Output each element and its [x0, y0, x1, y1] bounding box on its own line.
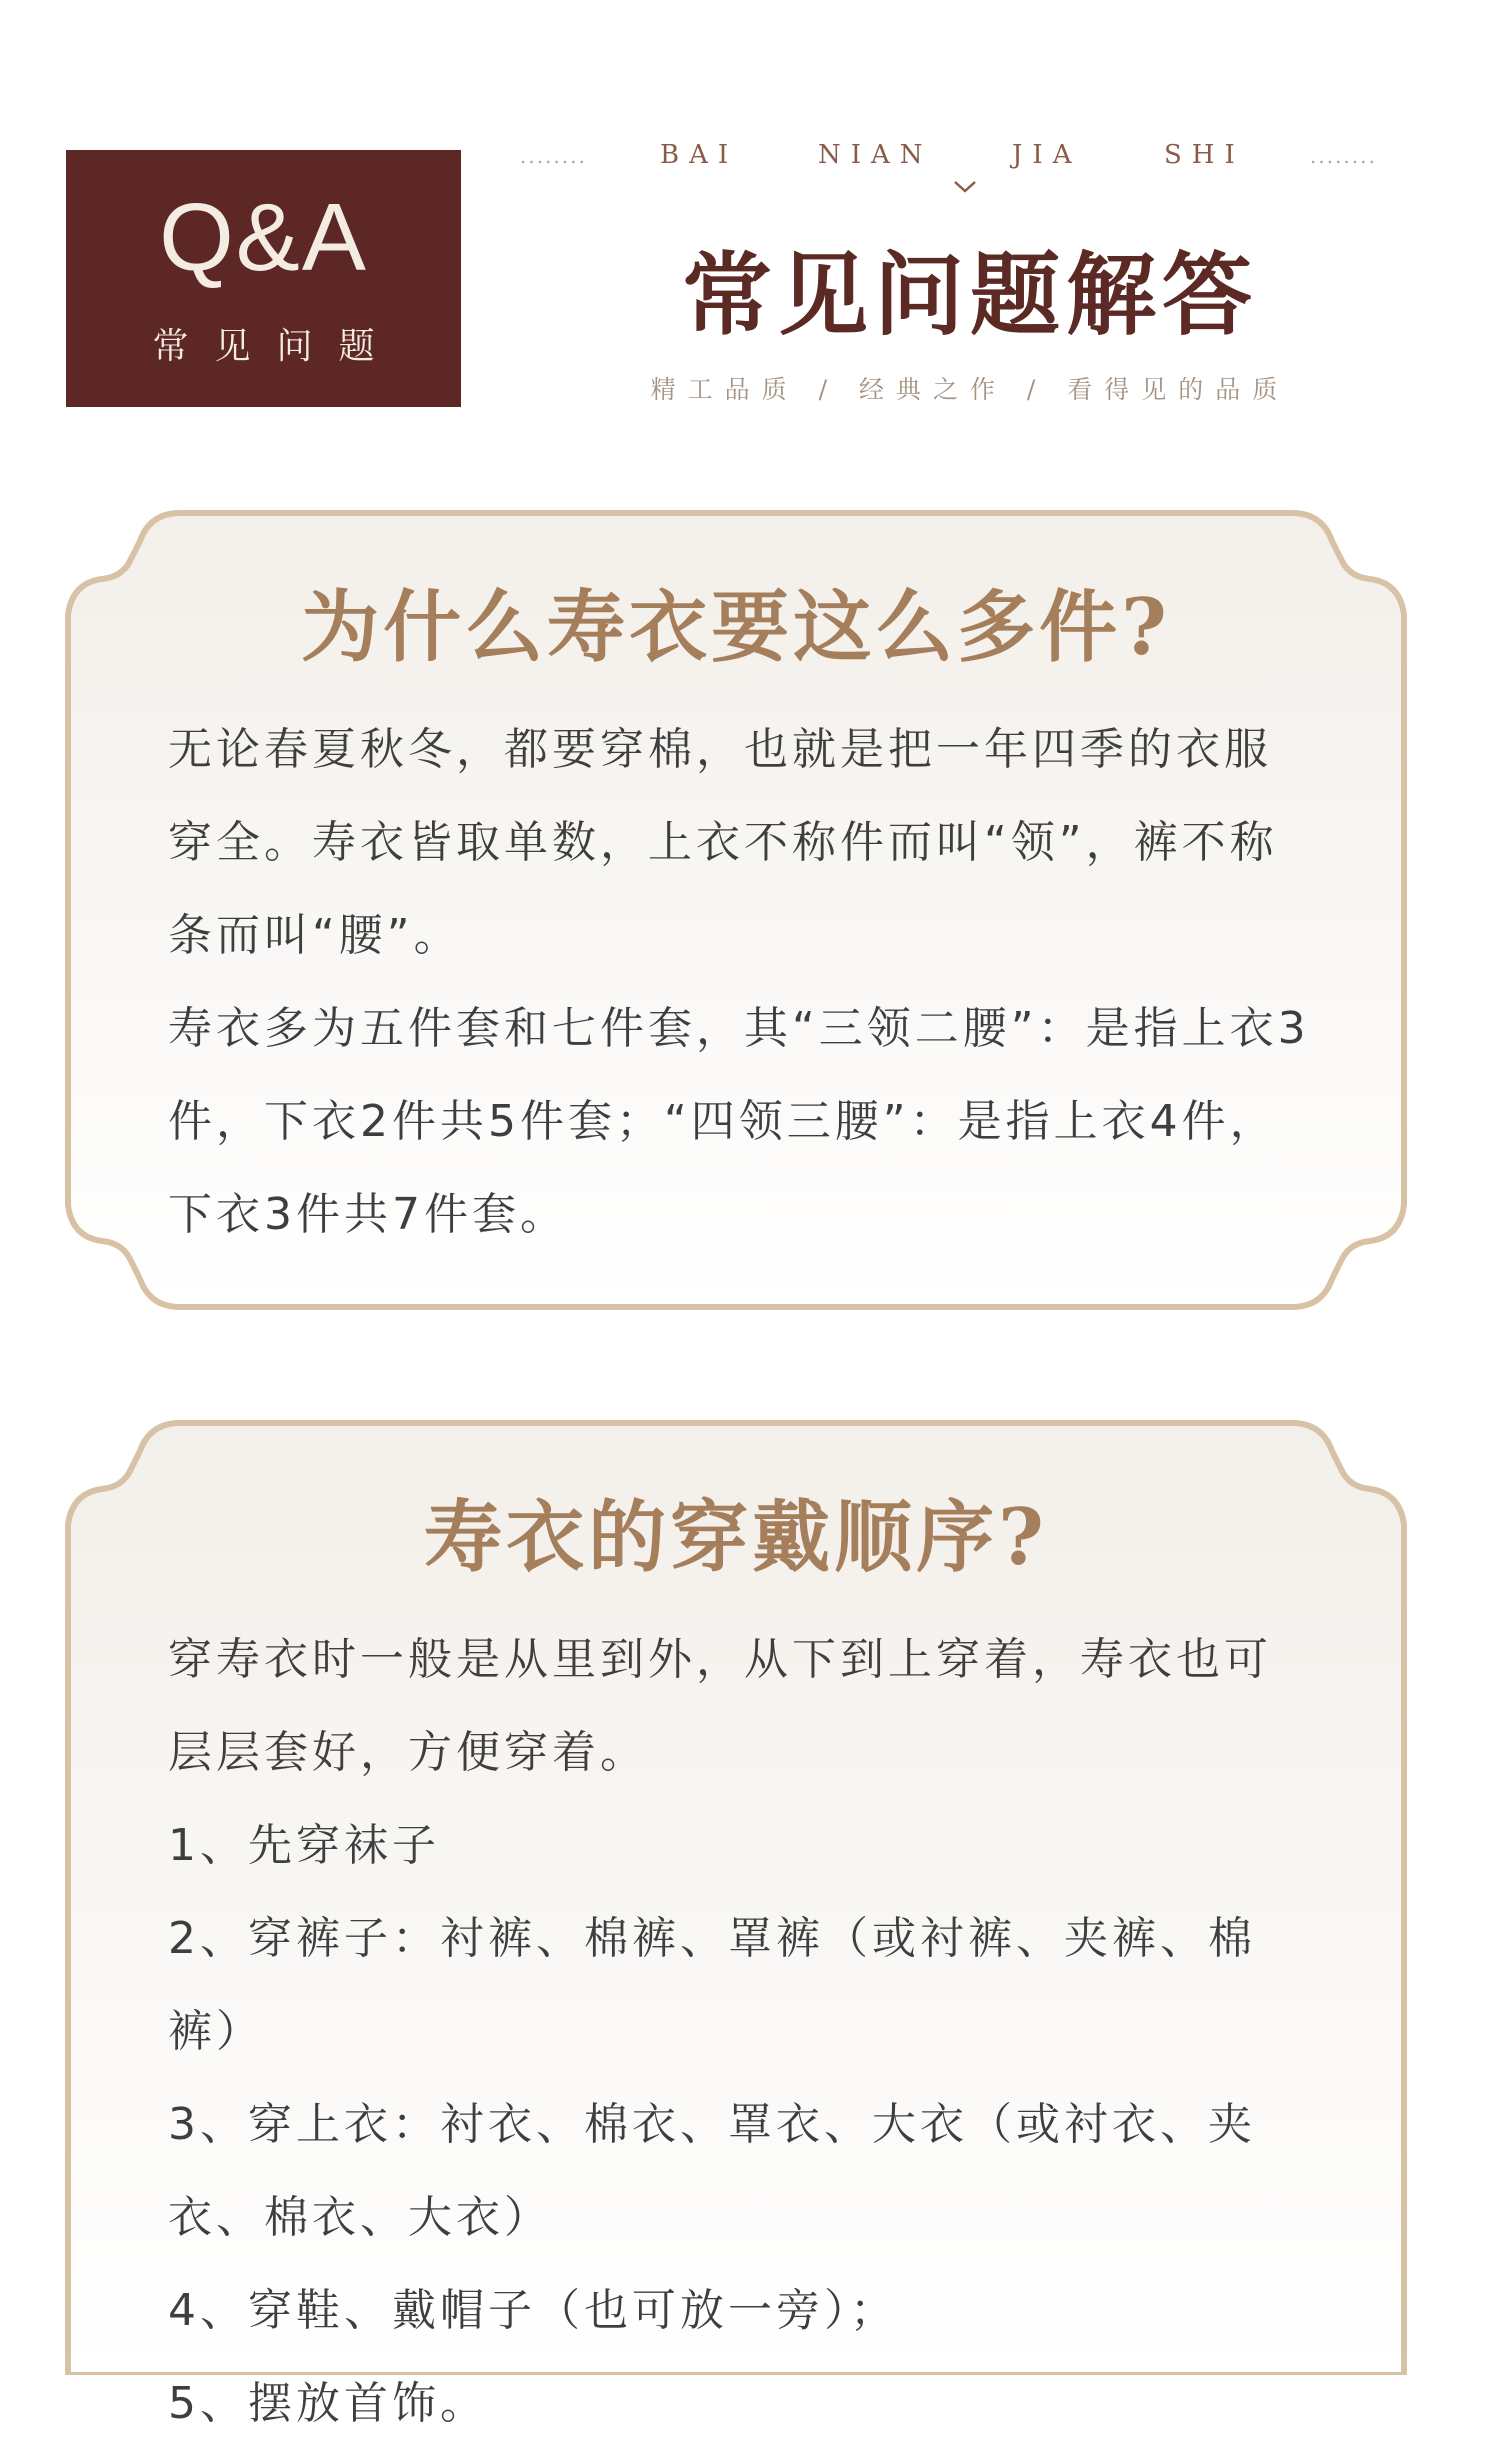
pinyin-4: SHI [1164, 140, 1245, 170]
qa-subtitle: 常见问题 [152, 326, 401, 367]
pinyin-1: BAI [660, 140, 739, 170]
card-title-1: 为什么寿衣要这么多件? [301, 582, 1171, 673]
chevron-down-icon [953, 180, 977, 194]
card-2-paragraph-1: 穿寿衣时一般是从里到外，从下到上穿着，寿衣也可层层套好，方便穿着。 [168, 1634, 1272, 1778]
card-body-2 [168, 1613, 1318, 2450]
pinyin-row [520, 140, 1400, 180]
pinyin-3: JIA [1012, 140, 1082, 170]
card-1-paragraph-1: 无论春夏秋冬，都要穿棉，也就是把一年四季的衣服穿全。寿衣皆取单数，上衣不称件而叫“领”，裤不称条而叫“腰”。 [168, 724, 1278, 961]
dots-right: ........ [1310, 144, 1377, 168]
card-2-step-2: 2、穿裤子：衬裤、棉裤、罩裤（或衬裤、夹裤、棉裤） [168, 1913, 1256, 2057]
card-2-step-4: 4、穿鞋、戴帽子（也可放一旁）； [168, 2285, 898, 2336]
card-1-paragraph-2: 寿衣多为五件套和七件套，其“三领二腰”：是指上衣3件，下衣2件共5件套；“四领三腰”：是指上衣4件，下衣3件共7件套。 [168, 1003, 1310, 1240]
card-title-2: 寿衣的穿戴顺序? [424, 1492, 1048, 1583]
card-body-1 [168, 703, 1318, 1261]
faq-card-2 [60, 1415, 1412, 2429]
card-2-step-5: 5、摆放首饰。 [168, 2378, 488, 2429]
page-title: 常见问题解答 [682, 242, 1258, 348]
card-2-step-3: 3、穿上衣：衬衣、棉衣、罩衣、大衣（或衬衣、夹衣、棉衣、大衣） [168, 2099, 1256, 2243]
tagline: 精工品质 / 经典之作 / 看得见的品质 [650, 375, 1290, 404]
dots-left: ........ [520, 144, 587, 168]
pinyin-2: NIAN [818, 140, 933, 170]
qa-badge [66, 150, 461, 407]
qa-title: Q&A [159, 184, 368, 291]
faq-card-1 [60, 505, 1412, 1315]
card-2-step-1: 1、先穿袜子 [168, 1820, 440, 1871]
